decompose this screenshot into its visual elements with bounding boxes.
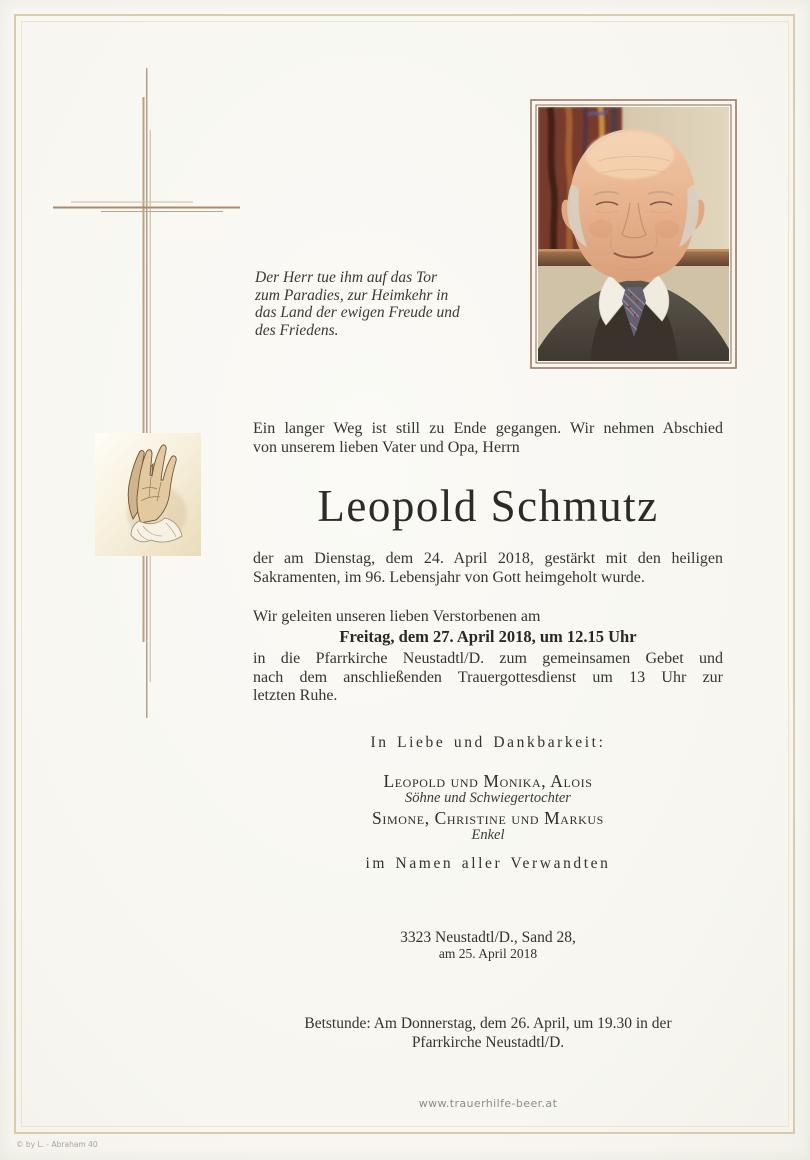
- website-text: www.trauerhilfe-beer.at: [418, 1097, 558, 1110]
- funeral-line: letzten Ruhe.: [253, 687, 338, 704]
- quote-line: des Friedens.: [255, 321, 339, 339]
- mourner-names: Simone, Christine und Markus: [372, 808, 604, 828]
- quote-line: zum Paradies, zur Heimkehr in: [255, 286, 449, 304]
- mourner-relation: Söhne und Schwiegertochter: [405, 790, 571, 806]
- prayer-hour-paragraph: [253, 1014, 723, 1052]
- funeral-lead: Wir geleiten unseren lieben Verstorbenen am: [253, 608, 541, 625]
- funeral-datetime: Freitag, dem 27. April 2018, um 12.15 Uhr: [339, 627, 637, 646]
- death-line: Sakramenten, im 96. Lebensjahr von Gott heimgeholt wurde.: [253, 568, 645, 586]
- mourner-relation: Enkel: [471, 827, 505, 843]
- notice-date: am 25. April 2018: [438, 946, 538, 961]
- on-behalf-line: im Namen aller Verwandten: [365, 855, 611, 872]
- address-line: 3323 Neustadtl/D., Sand 28,: [400, 929, 576, 946]
- copyright-note: © by L. - Abraham 40: [16, 1140, 98, 1149]
- portrait-photo: [530, 99, 737, 369]
- prayer-hour-line: Pfarrkirche Neustadtl/D.: [411, 1034, 565, 1051]
- portrait-photo-content: [538, 107, 729, 361]
- mourner-names: Leopold und Monika, Alois: [383, 771, 593, 791]
- intro-line: von unserem lieben Vater und Opa, Herrn: [253, 438, 520, 456]
- quote-text: [255, 269, 495, 339]
- quote-line: das Land der ewigen Freude und: [255, 304, 460, 322]
- quote-line: Der Herr tue ihm auf das Tor: [255, 269, 437, 286]
- deceased-name: Leopold Schmutz: [317, 481, 659, 531]
- death-line: der am Dienstag, dem 24. April 2018, gestärkt mit den heiligen: [253, 550, 723, 567]
- funeral-paragraph: [253, 650, 723, 706]
- death-paragraph: [253, 550, 723, 587]
- intro-line: Ein langer Weg ist still zu Ende gegangen. Wir nehmen Abschied: [253, 420, 723, 437]
- gratitude-line: In Liebe und Dankbarkeit:: [370, 734, 606, 751]
- intro-paragraph: [253, 420, 723, 457]
- funeral-line: in die Pfarrkirche Neustadtl/D. zum gemeinsamen Gebet und: [253, 650, 723, 667]
- prayer-hour-line: Betstunde: Am Donnerstag, dem 26. April, um 19.30 in der: [304, 1015, 672, 1032]
- funeral-line: nach dem anschließenden Trauergottesdienst um 13 Uhr zur: [253, 668, 723, 686]
